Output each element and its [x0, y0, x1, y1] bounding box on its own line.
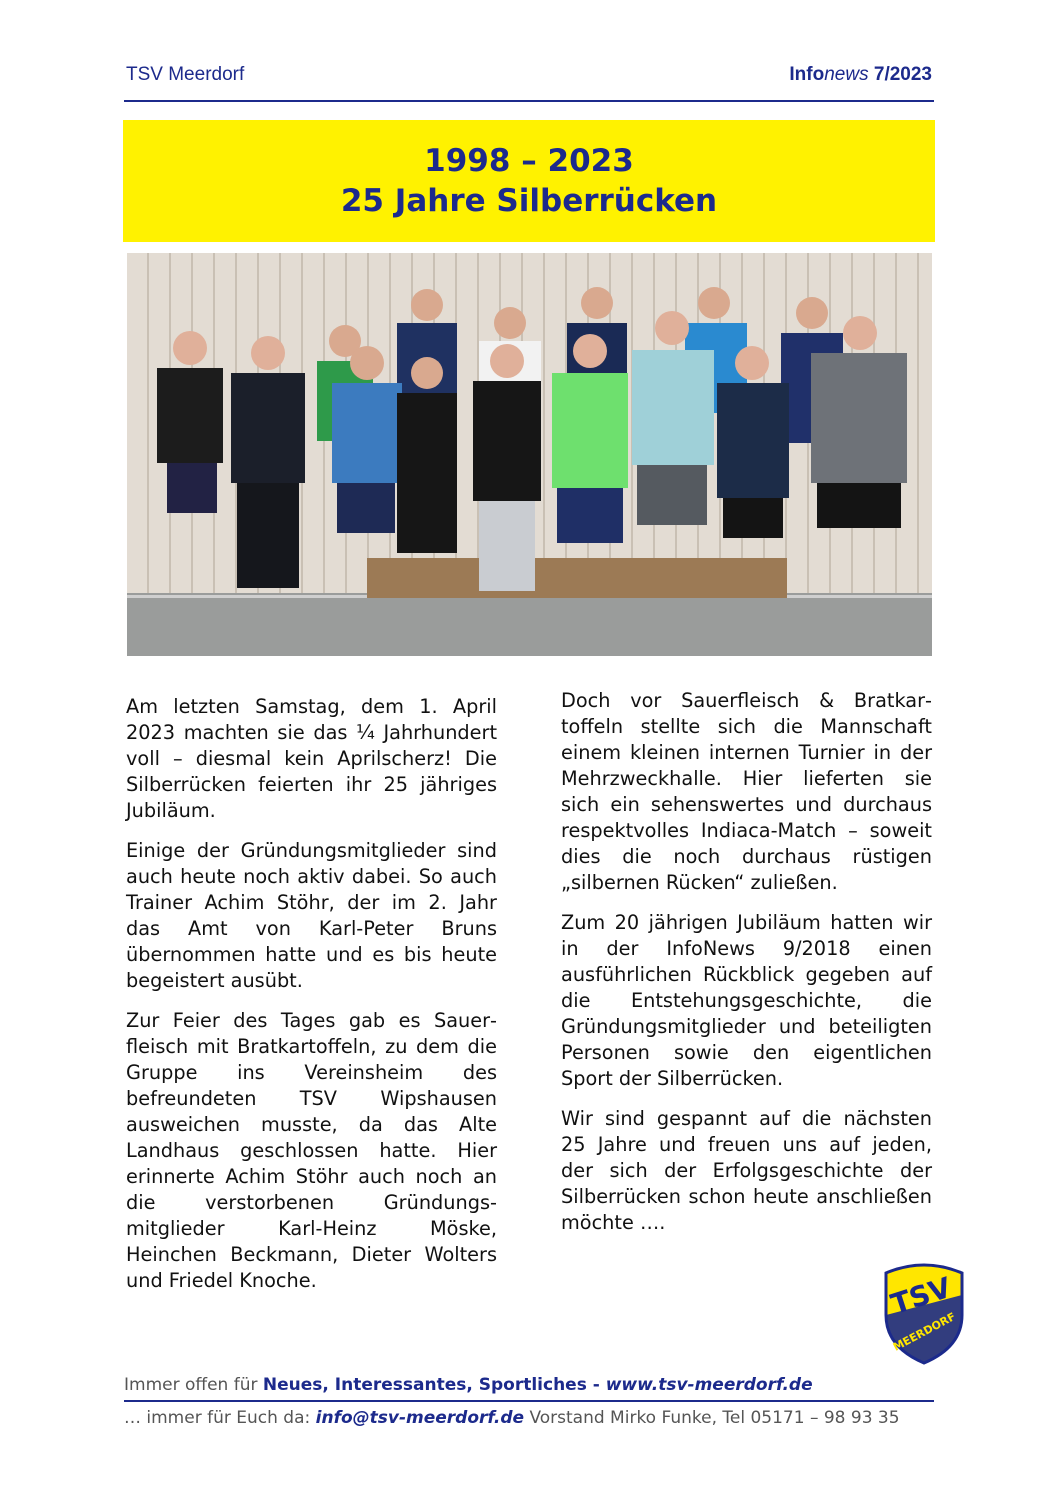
article-paragraph: Wir sind gespannt auf die nächsten 25 Jahre und freuen uns auf jeden, der sich der Erfolgsgeschichte der Silberrücken schon heute anschließen möchte …. [561, 1107, 932, 1234]
article-column-left [126, 694, 497, 1308]
issue-label [789, 64, 932, 86]
footer-contact [124, 1408, 900, 1428]
club-name: TSV Meerdorf [126, 64, 245, 85]
article-paragraph: Doch vor Sauerfleisch & Bratkartoffeln stellte sich die Mannschaft einem kleinen internen Turnier in der Mehrzweckhalle. Hier lieferten sie sich ein sehenswertes und durchaus respektvolles Indiaca-Match – soweit dies die noch durchaus rüstigen „silbernen Rücken“ zuließen. [561, 689, 932, 894]
club-logo [876, 1255, 972, 1367]
article-column-right [561, 688, 932, 1250]
footer-contact-suffix: Vorstand Mirko Funke, Tel 05171 – 98 93 35 [524, 1408, 900, 1428]
issue-info: Info [789, 64, 825, 85]
footer-divider [124, 1400, 934, 1402]
article-paragraph: Zur Feier des Tages gab es Sauerfleisch mit Bratkartoffeln, zu dem die Gruppe ins Vereinsheim des befreundeten TSV Wipshausen ausweichen musste, da das Alte Landhaus geschlossen hatte. Hier erinnerte Achim Stöhr auch noch an die verstorbenen Gründungsmitglieder Karl-Heinz Möske, Heinchen Beckmann, Dieter Wolters und Friedel Knoche. [126, 1009, 497, 1292]
issue-news: news [824, 64, 869, 85]
issue-number: 7/2023 [868, 64, 932, 85]
title-banner [123, 120, 935, 242]
team-photo [127, 253, 932, 656]
footer-contact-prefix: … immer für Euch da: [124, 1408, 316, 1428]
footer-email-link[interactable]: info@tsv-meerdorf.de [315, 1408, 525, 1428]
header-divider [124, 100, 934, 102]
footer-website-link[interactable]: www.tsv-meerdorf.de [605, 1375, 813, 1395]
banner-years: 1998 – 2023 [424, 143, 634, 179]
footer-tagline [124, 1375, 813, 1395]
logo-text-bottom: MEERDORF [890, 1309, 958, 1354]
footer-tagline-bold: Neues, Interessantes, Sportliches - [262, 1375, 606, 1395]
logo-text-top: TSV [886, 1270, 956, 1322]
banner-title: 25 Jahre Silberrücken [340, 183, 718, 219]
article-paragraph: Zum 20 jährigen Jubiläum hatten wir in der InfoNews 9/2018 einen ausführlichen Rückblick gegeben auf die Entstehungsgeschichte, die Gründungsmitglieder und beteiligten Personen sowie den eigentlichen Sport der Silberrücken. [561, 911, 932, 1090]
article-paragraph: Am letzten Samstag, dem 1. April 2023 machten sie das ¼ Jahrhundert voll – diesmal kein Aprilscherz! Die Silberrücken feierten ihr 25 jähriges Jubiläum. [126, 695, 497, 822]
article-paragraph: Einige der Gründungsmitglieder sind auch heute noch aktiv dabei. So auch Trainer Achim Stöhr, der im 2. Jahr das Amt von Karl-Peter Bruns übernommen hatte und es bis heute begeistert ausübt. [126, 839, 497, 992]
footer-tagline-prefix: Immer offen für [124, 1375, 263, 1395]
